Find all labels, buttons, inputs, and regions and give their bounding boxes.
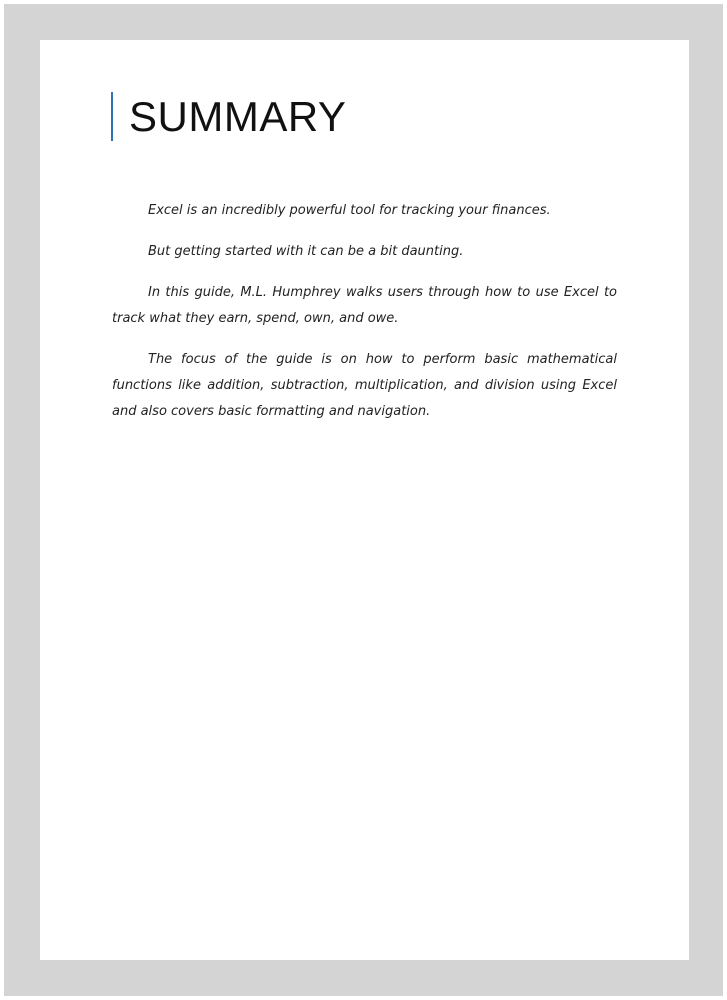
document-page [40,40,689,960]
paragraph: But getting started with it can be a bit daunting. [148,244,464,259]
paragraph: In this guide, M.L. Humphrey walks users through how to use Excel to track what they earn, spend, own, and owe. [112,285,617,326]
paragraph: Excel is an incredibly powerful tool for tracking your finances. [148,203,551,218]
heading-accent-bar [111,92,113,141]
heading-block [111,92,346,141]
paragraph: The focus of the guide is on how to perform basic mathematical functions like addition, subtraction, multiplication, and division using Excel and also covers basic formatting and navigation. [112,352,617,419]
page-title: SUMMARY [129,93,347,140]
summary-body [112,198,617,440]
document-viewer [4,4,723,996]
